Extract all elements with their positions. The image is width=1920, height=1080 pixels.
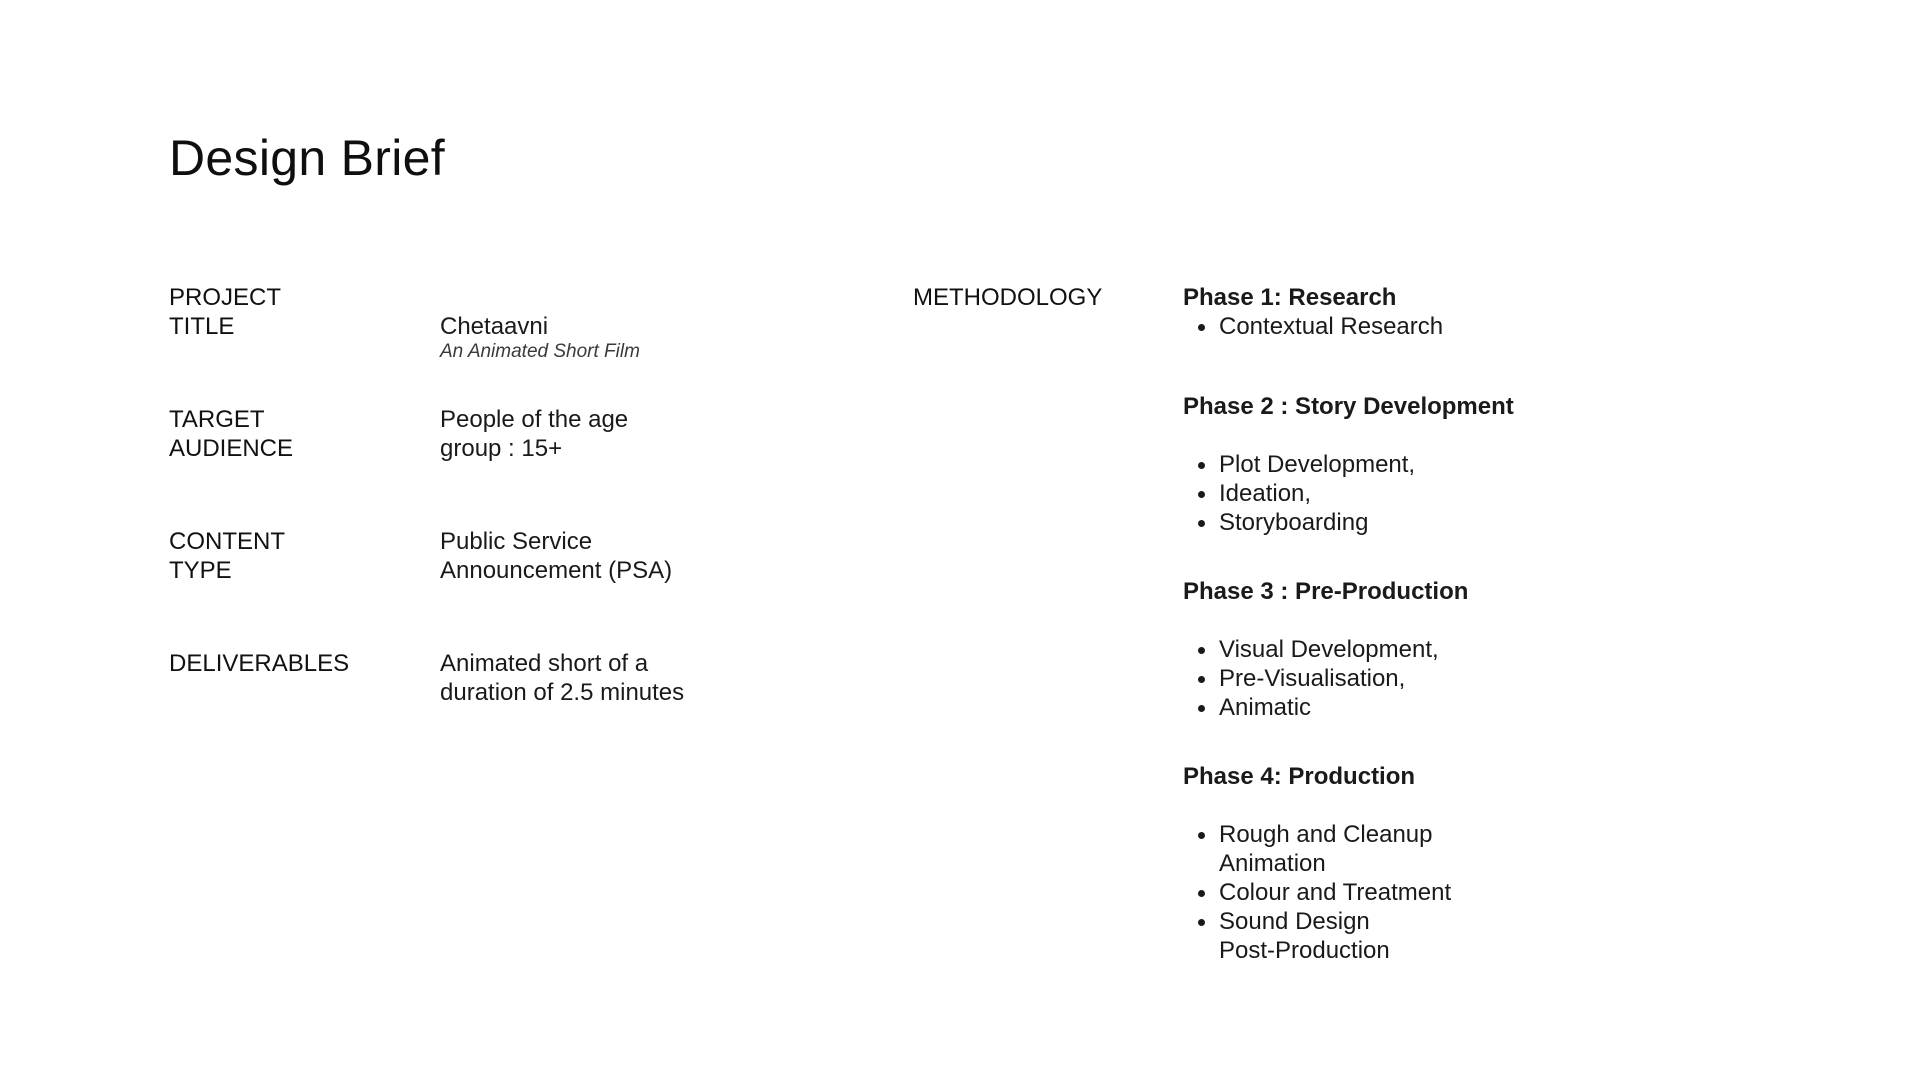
phase-items — [1183, 635, 1468, 722]
deliverables-label: DELIVERABLES — [169, 650, 350, 677]
content-type-value: Public Service Announcement (PSA) — [440, 528, 673, 584]
project-subtitle-text: An Animated Short Film — [440, 341, 640, 362]
phase-title: Phase 1: Research — [1183, 284, 1397, 311]
deliverables-value: Animated short of a duration of 2.5 minutes — [440, 650, 685, 706]
project-title-value — [440, 283, 770, 392]
target-audience-label: TARGET AUDIENCE — [169, 406, 294, 462]
project-title-text: Chetaavni — [440, 313, 549, 340]
phase-items — [1183, 820, 1451, 965]
phase-item: Storyboarding — [1183, 508, 1514, 537]
phase-title: Phase 4: Production — [1183, 763, 1416, 790]
phase-item: Colour and Treatment — [1183, 878, 1451, 907]
phase-items — [1183, 312, 1443, 341]
phase-item: Sound Design Post-Production — [1183, 907, 1451, 965]
phase-title: Phase 3 : Pre-Production — [1183, 578, 1469, 605]
phase-3 — [1183, 577, 1468, 722]
phase-title: Phase 2 : Story Development — [1183, 393, 1514, 420]
methodology-label: METHODOLOGY — [913, 284, 1103, 311]
phase-item: Ideation, — [1183, 479, 1514, 508]
phase-item: Plot Development, — [1183, 450, 1514, 479]
phase-1 — [1183, 283, 1443, 341]
phase-item: Visual Development, — [1183, 635, 1468, 664]
phase-item: Contextual Research — [1183, 312, 1443, 341]
phase-item: Pre-Visualisation, — [1183, 664, 1468, 693]
content-type-label: CONTENT TYPE — [169, 528, 285, 584]
project-title-label: PROJECT TITLE — [169, 284, 282, 340]
page-title: Design Brief — [169, 130, 445, 186]
phase-2 — [1183, 392, 1514, 537]
phase-item: Animatic — [1183, 693, 1468, 722]
target-audience-value: People of the age group : 15+ — [440, 406, 629, 462]
phase-item: Rough and Cleanup Animation — [1183, 820, 1451, 878]
phase-4 — [1183, 762, 1451, 965]
phase-items — [1183, 450, 1514, 537]
